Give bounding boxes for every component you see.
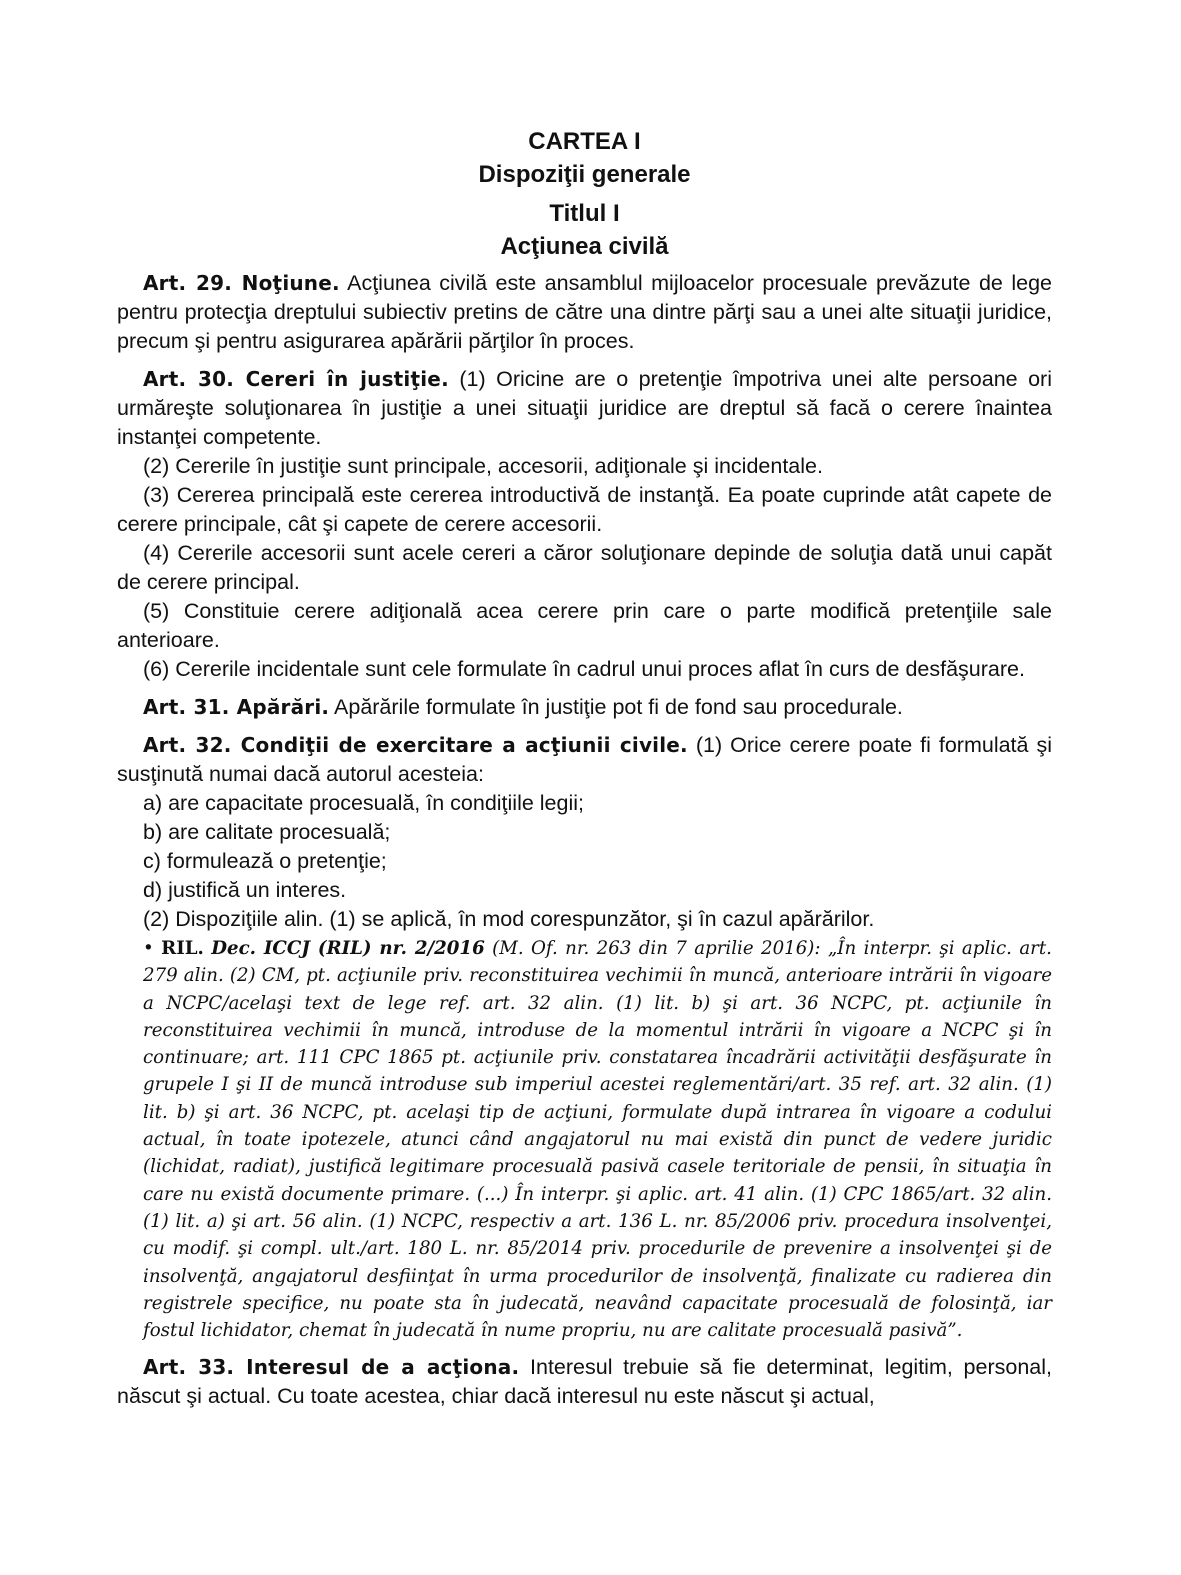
annotation-text: (M. Of. nr. 263 din 7 aprilie 2016): „În interpr. şi aplic. art. 279 alin. (2) CM, pt. acţiunile priv. reconstituirea vechimii în muncă, anterioare intrării în vigoare a NCPC/acelaşi text de lege ref. art. 32 alin. (1) lit. b) şi art. 36 NCPC, pt. acţiunile în reconstituirea vechimii în muncă, introduse de la momentul intrării în vigoare a NCPC şi în continuare; art. 111 CPC 1865 pt. acţiunile priv. constatarea încadrării activităţii desfăşurate în grupele I şi II de muncă introduse sub imperiul acestei reglementări/art. 35 ref. art. 32 alin. (1) lit. b) şi art. 36 NCPC, pt. acelaşi tip de acţiuni, formulate după intrarea în vigoare a codului actual, în toate ipotezele, atunci când angajatorul nu mai există din punct de vedere juridic (lichidat, radiat), justifică legitimare procesuală pasivă casele teritoriale de pensii, în situaţia în care nu există documente primare. (...) În interpr. şi aplic. art. 41 alin. (1) CPC 1865/art. 32 alin. (1) lit. a) şi art. 56 alin. (1) NCPC, respectiv a art. 136 L. nr. 85/2006 priv. procedura insolvenţei, cu modif. şi compl. ult./art. 180 L. nr. 85/2014 priv. procedurile de prevenire a insolvenţei şi de insolvenţă, angajatorul desfiinţat în urma procedurilor de insolvenţă, finalizate cu radierea din registrele specifice, nu poate sta în judecată, neavând capacitate procesuală de folosinţă, iar fostul lichidator, chemat în judecată în nume propriu, nu are calitate procesuală pasivă”. xyxy=(143,938,1052,1342)
list-item: a) are capacitate procesuală, în condiţiile legii; xyxy=(143,791,585,815)
list-item: b) are calitate procesuală; xyxy=(143,820,391,844)
paragraph: (6) Cererile incidentale sunt cele formulate în cadrul unui proces aflat în curs de desfăşurare. xyxy=(143,657,1025,681)
list-item: d) justifică un interes. xyxy=(143,878,347,902)
article-text: Apărările formulate în justiţie pot fi de fond sau procedurale. xyxy=(329,695,903,719)
title-name: Acţiunea civilă xyxy=(500,233,669,260)
paragraph: (3) Cererea principală este cererea introductivă de instanţă. Ea poate cuprinde atât capete de cerere principale, cât şi capete de cerere accesorii. xyxy=(117,483,1052,536)
annotation-type: RIL. xyxy=(161,938,204,959)
article-label: Art. 30. Cereri în justiţie. xyxy=(143,367,449,391)
bullet-icon: • xyxy=(143,938,154,959)
list-item: c) formulează o pretenţie; xyxy=(143,849,387,873)
list-item: (2) Dispoziţiile alin. (1) se aplică, în mod corespunzător, şi în cazul apărărilor. xyxy=(143,907,875,931)
paragraph: (4) Cererile accesorii sunt acele cereri a căror soluţionare depinde de soluţia dată unui capăt de cerere principal. xyxy=(117,541,1052,594)
book-heading: CARTEA I xyxy=(528,128,641,155)
article-30 xyxy=(117,365,1052,452)
article-32 xyxy=(117,731,1052,789)
article-text: Acţiunea civilă este ansamblul mijloacelor procesuale prevăzute de lege pentru protecţia dreptului subiectiv pretins de către una dintre părţi sau a unei alte situaţii juridice, precum şi pentru asigurarea apărării părţilor în proces. xyxy=(117,271,1052,353)
decision-reference: Dec. ICCJ (RIL) nr. 2/2016 xyxy=(211,938,485,959)
article-label: Art. 29. Noţiune. xyxy=(143,271,340,295)
document-page xyxy=(117,125,1052,1411)
article-29 xyxy=(117,269,1052,356)
article-label: Art. 32. Condiţii de exercitare a acţiunii civile. xyxy=(143,733,688,757)
ril-annotation xyxy=(117,935,1052,1344)
paragraph: (5) Constituie cerere adiţională acea cerere prin care o parte modifică pretenţiile sale anterioare. xyxy=(117,599,1052,652)
article-text: Interesul trebuie să fie determinat, legitim, personal, născut şi actual. Cu toate acestea, chiar dacă interesul nu este născut şi actual, xyxy=(117,1355,1053,1409)
title-heading: Titlul I xyxy=(549,200,620,227)
article-33 xyxy=(117,1353,1052,1411)
article-label: Art. 31. Apărări. xyxy=(143,695,330,719)
article-label: Art. 33. Interesul de a acţiona. xyxy=(143,1355,520,1380)
paragraph: (2) Cererile în justiţie sunt principale, accesorii, adiţionale şi incidentale. xyxy=(143,454,823,478)
article-text: (1) Orice cerere poate fi formulată şi susţinută numai dacă autorul acesteia: xyxy=(117,733,1052,786)
article-31 xyxy=(117,693,1052,722)
book-title: Dispoziţii generale xyxy=(478,161,691,188)
article-text: (1) Oricine are o pretenţie împotriva unei alte persoane ori urmăreşte soluţionarea în justiţie a unei situaţii juridice are dreptul să facă o cerere înaintea instanţei competente. xyxy=(117,367,1052,449)
